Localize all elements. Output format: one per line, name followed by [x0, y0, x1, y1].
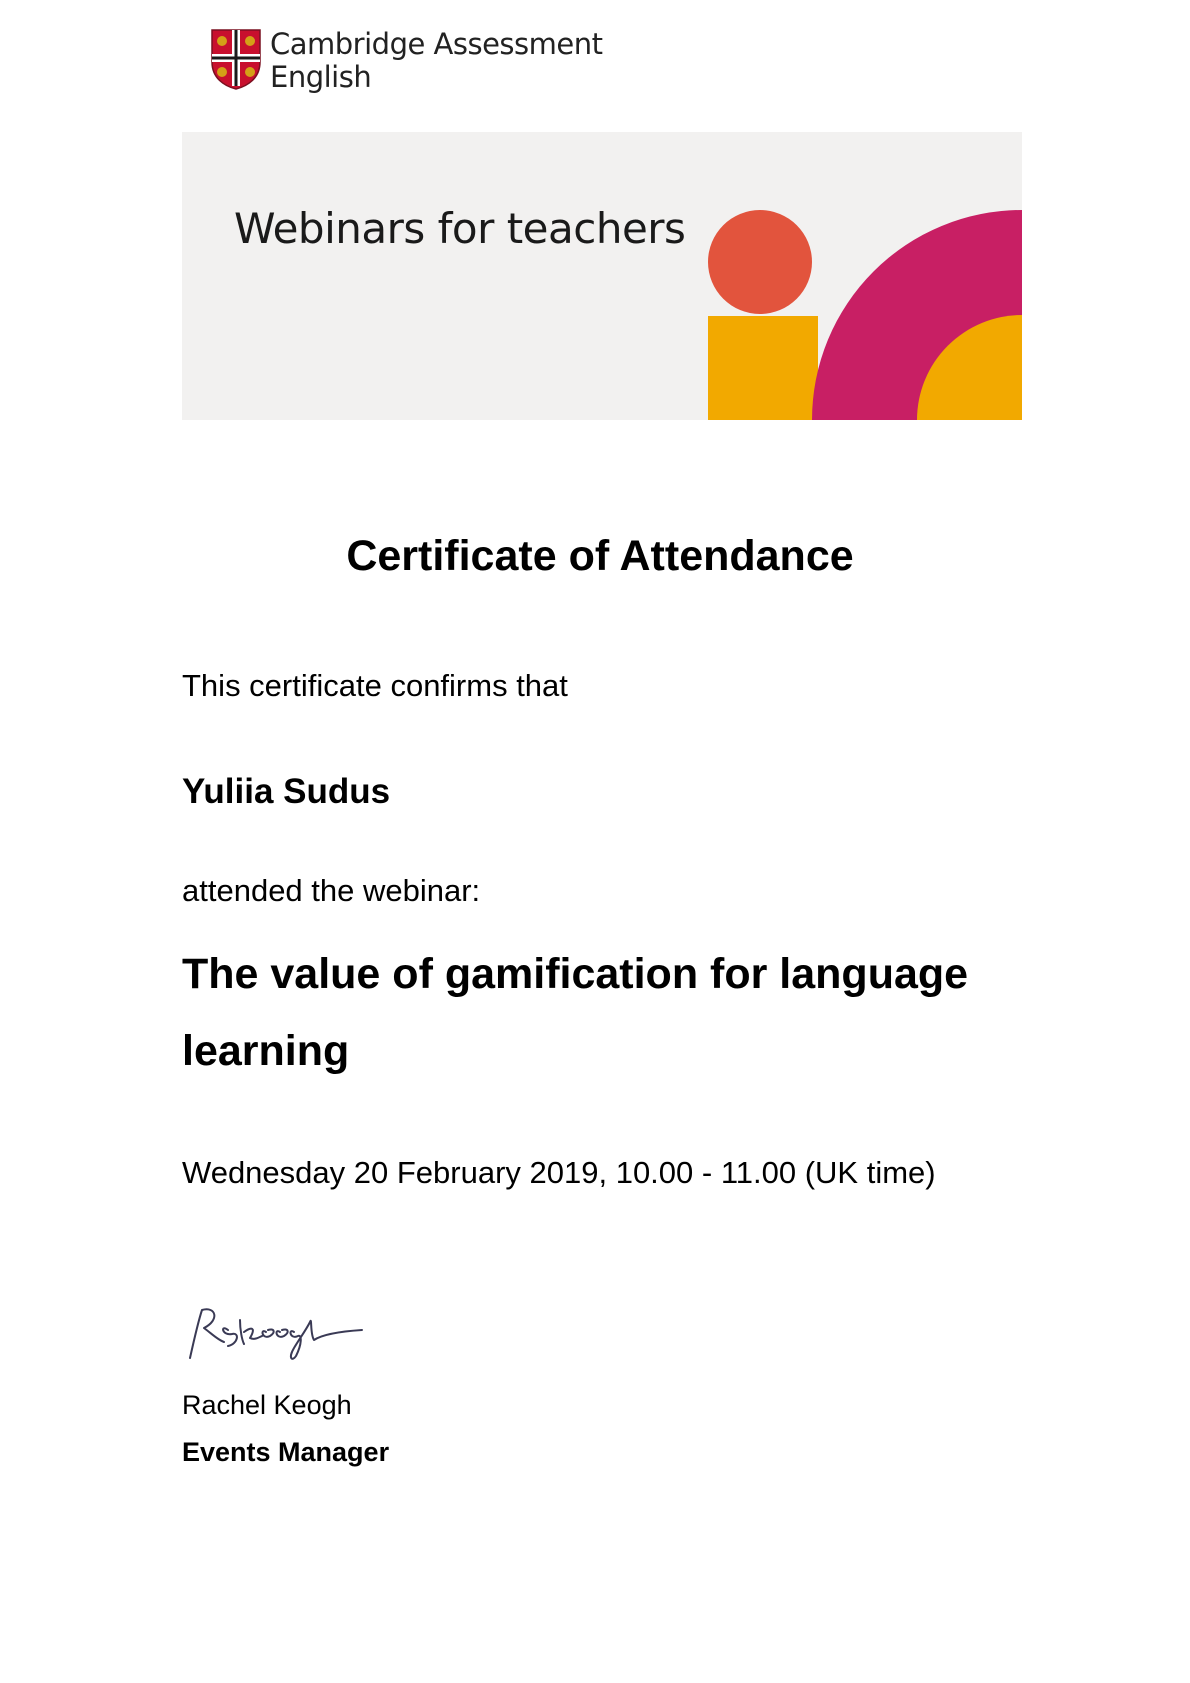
banner-graphic [182, 132, 1022, 420]
banner-title: Webinars for teachers [234, 204, 686, 253]
signatory-role: Events Manager [182, 1437, 390, 1467]
certificate-title: Certificate of Attendance [346, 532, 854, 580]
red-circle [708, 210, 812, 314]
crest-icon [210, 28, 262, 90]
webinar-banner [182, 132, 1022, 420]
signatory-name: Rachel Keogh [182, 1390, 352, 1420]
webinar-date: Wednesday 20 February 2019, 10.00 - 11.00 (UK time) [182, 1155, 936, 1190]
signature [182, 1300, 382, 1366]
cambridge-logo [210, 28, 630, 98]
yellow-block [708, 316, 818, 420]
attended-text: attended the webinar: [182, 873, 481, 908]
webinar-title: The value of gamification for language learning [182, 950, 969, 1075]
attendee-name: Yuliia Sudus [182, 772, 391, 811]
confirms-text: This certificate confirms that [182, 668, 568, 703]
logo-line-2: English [270, 60, 372, 94]
logo-line-1: Cambridge Assessment [270, 27, 603, 61]
